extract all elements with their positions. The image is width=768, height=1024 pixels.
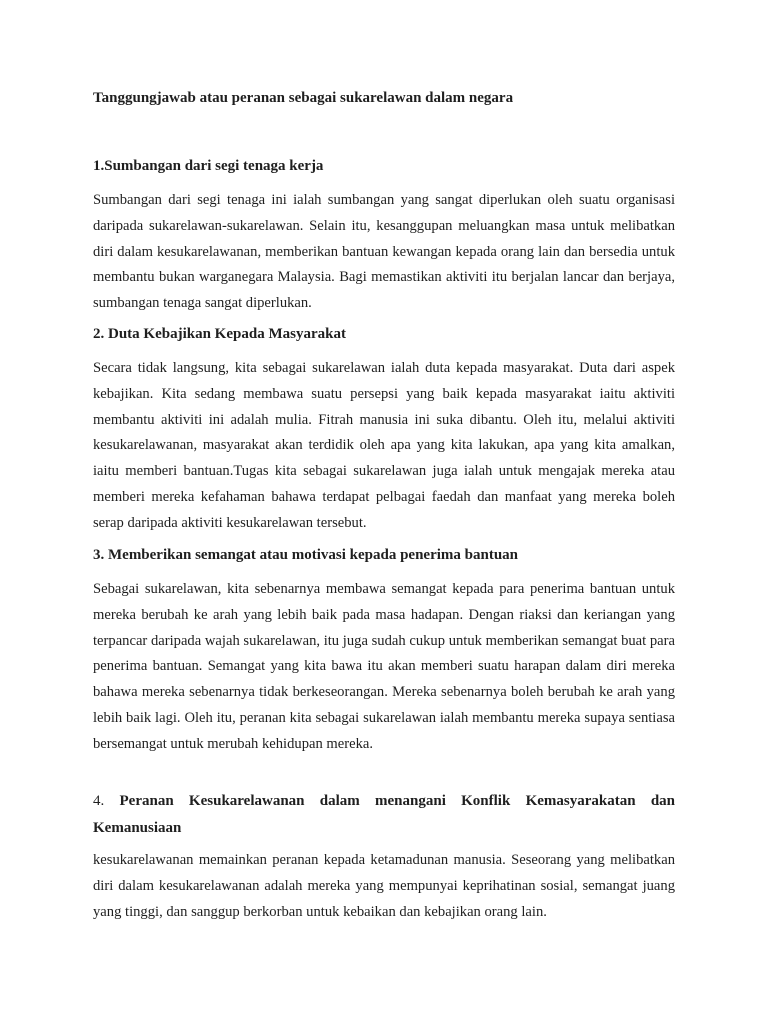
section-2-heading: 2. Duta Kebajikan Kepada Masyarakat [93, 326, 346, 342]
section-3-paragraph: Sebagai sukarelawan, kita sebenarnya membawa semangat kepada para penerima bantuan untuk mereka berubah ke arah yang lebih baik pada masa hadapan. Dengan riaksi dan keriangan yang terpancar daripada wajah sukarelawan, itu juga sudah cukup untuk memberikan semangat buat para penerima bantuan. Semangat yang kita bawa itu akan memberi suatu harapan dalam diri mereka bahawa mereka sebenarnya tidak berkeseorangan. Mereka sebenarnya boleh berubah ke arah yang lebih baik lagi. Oleh itu, peranan kita sebagai sukarelawan ialah membantu mereka supaya sentiasa bersemangat untuk merubah kehidupan mereka. [93, 581, 675, 752]
section-4-heading-text: Peranan Kesukarelawanan dalam menangani Konflik Kemasyarakatan dan Kemanusiaan [93, 793, 676, 836]
section-1-paragraph: Sumbangan dari segi tenaga ini ialah sumbangan yang sangat diperlukan oleh suatu organisasi daripada sukarelawan-sukarelawan. Selain itu, kesanggupan meluangkan masa untuk melibatkan diri dalam kesukarelawanan, memberikan bantuan kewangan kepada orang lain dan bersedia untuk membantu bukan warganegara Malaysia. Bagi memastikan aktiviti itu berjalan lancar dan berjaya, sumbangan tenaga sangat diperlukan. [93, 192, 675, 312]
section-1-heading: 1.Sumbangan dari segi tenaga kerja [93, 158, 324, 174]
section-4-heading [93, 788, 675, 842]
section-3-heading: 3. Memberikan semangat atau motivasi kepada penerima bantuan [93, 547, 519, 563]
document-title: Tanggungjawab atau peranan sebagai sukarelawan dalam negara [93, 90, 514, 106]
section-4-number: 4. [93, 793, 105, 809]
section-4-paragraph: kesukarelawanan memainkan peranan kepada ketamadunan manusia. Seseorang yang melibatkan diri dalam kesukarelawanan adalah mereka yang mempunyai keprihatinan sosial, semangat juang yang tinggi, dan sanggup berkorban untuk kebaikan dan kebajikan orang lain. [93, 852, 675, 920]
section-2-paragraph: Secara tidak langsung, kita sebagai sukarelawan ialah duta kepada masyarakat. Duta dari aspek kebajikan. Kita sedang membawa suatu persepsi yang baik kepada masyarakat iaitu aktiviti membantu aktiviti ini adalah mulia. Fitrah manusia ini suka dibantu. Oleh itu, melalui aktiviti kesukarelawanan, masyarakat akan terdidik oleh apa yang kita lakukan, apa yang kita amalkan, iaitu memberi bantuan.Tugas kita sebagai sukarelawan juga ialah untuk mengajak mereka atau memberi mereka kefahaman bahawa terdapat pelbagai faedah dan manfaat yang mereka boleh serap daripada aktiviti kesukarelawan tersebut. [93, 360, 675, 531]
